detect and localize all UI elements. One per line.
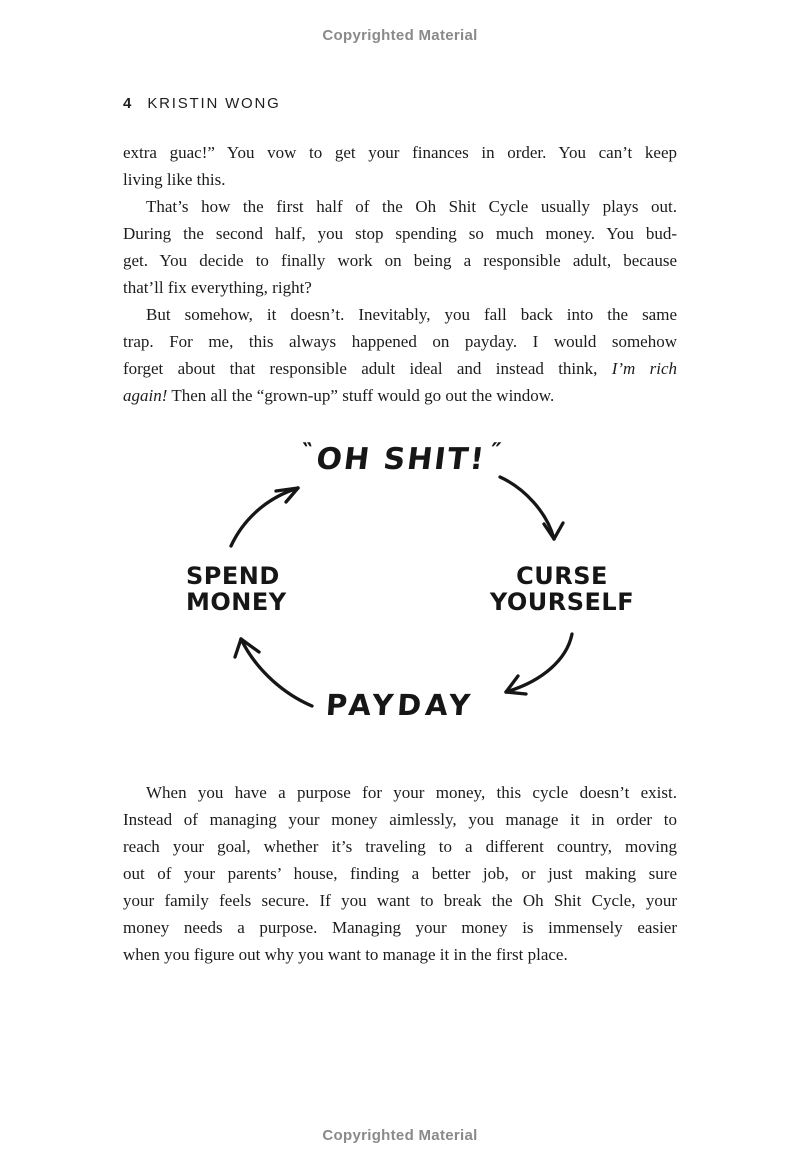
text-line: that’ll fix everything, right?	[123, 278, 312, 297]
paragraph-3	[123, 301, 677, 409]
arrow-spend-money-to-oh-shit-icon	[231, 488, 298, 546]
copyright-notice-top: Copyrighted Material	[322, 27, 478, 44]
arrow-oh-shit-to-curse-yourself-icon	[500, 477, 563, 539]
oh-shit-cycle-diagram	[0, 432, 800, 762]
text-line	[123, 382, 677, 409]
paragraph-2	[123, 193, 677, 301]
arrow-curse-yourself-to-payday-icon	[506, 634, 572, 694]
text-line: get. You decide to finally work on being a responsible adult, because	[123, 251, 677, 270]
cycle-node-payday: PAYDAY	[324, 688, 476, 722]
cycle-node-label: CURSE	[516, 562, 608, 590]
text-segment: Then all the “grown-up” stuff would go out the window.	[167, 386, 555, 405]
running-title: KRISTIN WONG	[147, 95, 281, 112]
cycle-node-spend-money	[186, 563, 287, 615]
body-text-lower	[123, 779, 677, 968]
text-line: But somehow, it doesn’t. Inevitably, you fall back into the same	[146, 305, 677, 324]
arrow-payday-to-spend-money-icon	[235, 639, 312, 706]
cycle-node-curse-yourself	[472, 563, 652, 615]
cycle-node-label: YOURSELF	[489, 588, 635, 616]
cycle-node-oh-shit	[298, 439, 503, 477]
text-line: trap. For me, this always happened on payday. I would somehow	[123, 332, 677, 351]
page-number: 4	[123, 95, 132, 112]
paragraph-4	[123, 779, 677, 968]
text-line: reach your goal, whether it’s traveling to a different country, moving	[123, 837, 677, 856]
cycle-node-label: SPEND	[186, 562, 280, 590]
hand-quote-close-icon: ″	[488, 439, 503, 465]
text-line: When you have a purpose for your money, this cycle doesn’t exist.	[146, 783, 677, 802]
text-line: money needs a purpose. Managing your money is immensely easier	[123, 918, 677, 937]
text-line: out of your parents’ house, finding a better job, or just making sure	[123, 864, 677, 883]
cycle-node-label: OH SHIT!	[314, 442, 488, 477]
paragraph-1	[123, 139, 677, 193]
running-header	[123, 95, 281, 112]
text-line: That’s how the first half of the Oh Shit Cycle usually plays out.	[146, 197, 677, 216]
text-segment: forget about that responsible adult ideal and instead think,	[123, 359, 612, 378]
text-line: extra guac!” You vow to get your finances in order. You can’t keep	[123, 143, 677, 162]
text-line: living like this.	[123, 170, 226, 189]
text-line: when you figure out why you want to manage it in the first place.	[123, 945, 568, 964]
text-segment-italic: again!	[123, 386, 168, 405]
cycle-node-label: MONEY	[186, 588, 287, 616]
text-line	[123, 355, 677, 382]
text-segment-italic: I’m rich	[611, 359, 677, 378]
text-line: During the second half, you stop spending so much money. You bud-	[123, 224, 677, 243]
text-line: Instead of managing your money aimlessly, you manage it in order to	[123, 810, 677, 829]
copyright-notice-bottom: Copyrighted Material	[322, 1127, 478, 1144]
body-text-upper	[123, 139, 677, 409]
hand-quote-open-icon: ‶	[299, 439, 313, 465]
text-line: your family feels secure. If you want to break the Oh Shit Cycle, your	[123, 891, 677, 910]
